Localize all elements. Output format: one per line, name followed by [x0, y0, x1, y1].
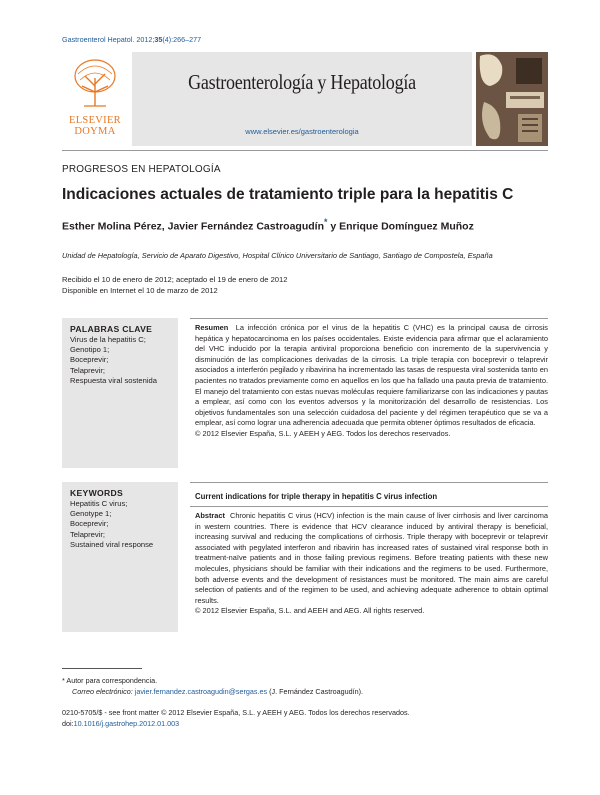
doi-link[interactable]: 10.1016/j.gastrohep.2012.01.003 [73, 719, 180, 728]
footnote-email [72, 687, 363, 697]
corresponding-author-mark[interactable]: * [324, 217, 328, 227]
cover-art-icon [476, 52, 548, 146]
doi-line [62, 719, 179, 729]
abstract-es-label: Resumen [195, 323, 229, 332]
elsevier-tree-icon [70, 56, 120, 110]
footnote-corresponding: * Autor para correspondencia. [62, 676, 158, 685]
citation-year: 2012; [136, 35, 155, 44]
keyword-item: Virus de la hepatitis C; [70, 335, 146, 344]
publisher-line2: DOYMA [74, 126, 116, 137]
front-matter-line: 0210-5705/$ - see front matter © 2012 Elsevier España, S.L. y AEEH y AEG. Todos los derechos reservados. [62, 708, 410, 717]
publisher-name [62, 115, 128, 137]
keyword-item: Respuesta viral sostenida [70, 375, 157, 385]
keyword-item: Boceprevir; [70, 355, 109, 365]
authors-last: y Enrique Domínguez Muñoz [327, 220, 474, 233]
abstract-en-top-rule [190, 482, 548, 483]
keyword-item: Boceprevir; [70, 519, 109, 529]
keyword-item: Hepatitis C virus; [70, 499, 128, 508]
abstract-en-label: Abstract [195, 511, 225, 520]
affiliation: Unidad de Hepatología, Servicio de Aparato Digestivo, Hospital Clínico Universitario de Santiago, Santiago de Compostela, España [62, 251, 493, 260]
journal-url-link[interactable]: www.elsevier.es/gastroenterologia [245, 127, 359, 136]
abstract-en-text: Chronic hepatitis C virus (HCV) infection is the main cause of liver cirrhosis and liver carcinoma in western countries. There is evidence that HCV clearance induced by antiviral therapy is beneficial, increasing survival and reducing the complications of cirrhosis. Triple therapy with boceprevir or telaprevir associated with pegylated interferon and ribavirin has increased rates of sustained viral response both in treatment-naïve patients and in those failing previous regimens. Before treating patients with these new molecules, physicians should be familiar with their indications and the regimens to be used. Furthermore, both adverse events and the development of resistances must be monitored. The main aims are careful selection of patients and of the regimen to be used, and achieving adequate adherence to obtain optimal results. [195, 511, 548, 605]
doi-label: doi: [62, 719, 74, 728]
email-link[interactable]: javier.fernandez.castroagudin@sergas.es [134, 687, 268, 696]
abstract-es [195, 323, 548, 440]
authors-first: Esther Molina Pérez, Javier Fernández Castroagudín [62, 220, 324, 233]
keywords-es-list [70, 335, 174, 386]
keywords-es-heading: PALABRAS CLAVE [70, 324, 153, 334]
received-date: Recibido el 10 de enero de 2012; aceptado el 19 de enero de 2012 [62, 275, 288, 284]
email-owner: (J. Fernández Castroagudín). [269, 687, 363, 696]
abstract-en [195, 511, 548, 617]
author-list [62, 217, 474, 233]
journal-citation[interactable] [62, 35, 201, 44]
citation-pages: (4):266–277 [162, 35, 202, 44]
footnote-divider [62, 668, 142, 669]
article-title: Indicaciones actuales de tratamiento triple para la hepatitis C [62, 186, 514, 203]
abstract-en-title: Current indications for triple therapy in hepatitis C virus infection [195, 492, 438, 501]
abstract-en-copyright: © 2012 Elsevier España, S.L. and AEEH and AEG. All rights reserved. [195, 606, 425, 616]
online-date: Disponible en Internet el 10 de marzo de 2012 [62, 286, 218, 295]
keywords-es-box [62, 318, 178, 468]
citation-journal: Gastroenterol Hepatol. [62, 35, 135, 44]
article-dates [62, 274, 287, 296]
abstract-es-top-rule [190, 318, 548, 319]
keyword-item: Genotype 1; [70, 509, 112, 519]
email-label: Correo electrónico: [72, 687, 133, 696]
citation-volume: 35 [154, 35, 163, 44]
journal-title: Gastroenterología y Hepatología [188, 70, 416, 94]
keywords-en-box [62, 482, 178, 632]
abstract-es-copyright: © 2012 Elsevier España, S.L. y AEEH y AEG. Todos los derechos reservados. [195, 428, 451, 438]
abstract-es-text: La infección crónica por el virus de la hepatitis C (VHC) es la principal causa de cirrosis hepática y hepatocarcinoma en los países occidentales. Existe evidencia para afirmar que el aclaramiento del VHC inducido por la terapia antiviral proporciona beneficio con incremento de la supervivencia y disminución de las complicaciones derivadas de la cirrosis. La triple terapia con boceprevir o telaprevir asociados a interferón pegilado y ribavirina ha incrementado las tasas de respuesta viral sostenida tanto en pacientes no tratados previamente como en aquellos en los que ha fallado una pauta previa de tratamiento. El manejo del tratamiento con estas nuevas moléculas requiere familiarizarse con las indicaciones y pautas a emplear, así como con los eventos adversos y la monitorización del desarrollo de resistencias. Los objetivos fundamentales son una selección cuidadosa del paciente y del régimen terapéutico que se va a emplear, así como lograr una adherencia adecuada que permita obtener óptimos resultados de eficacia. [195, 323, 549, 428]
header-divider [62, 150, 548, 151]
keyword-item: Sustained viral response [70, 539, 154, 549]
abstract-en-title-rule [190, 506, 548, 507]
keyword-item: Genotipo 1; [70, 345, 110, 355]
keyword-item: Telaprevir; [70, 365, 106, 375]
publisher-line1: ELSEVIER [69, 115, 121, 126]
keywords-en-heading: KEYWORDS [70, 488, 124, 498]
section-label: PROGRESOS EN HEPATOLOGÍA [62, 164, 221, 175]
journal-cover-image [476, 52, 548, 146]
keyword-item: Telaprevir; [70, 529, 106, 539]
keywords-en-list [70, 499, 174, 550]
